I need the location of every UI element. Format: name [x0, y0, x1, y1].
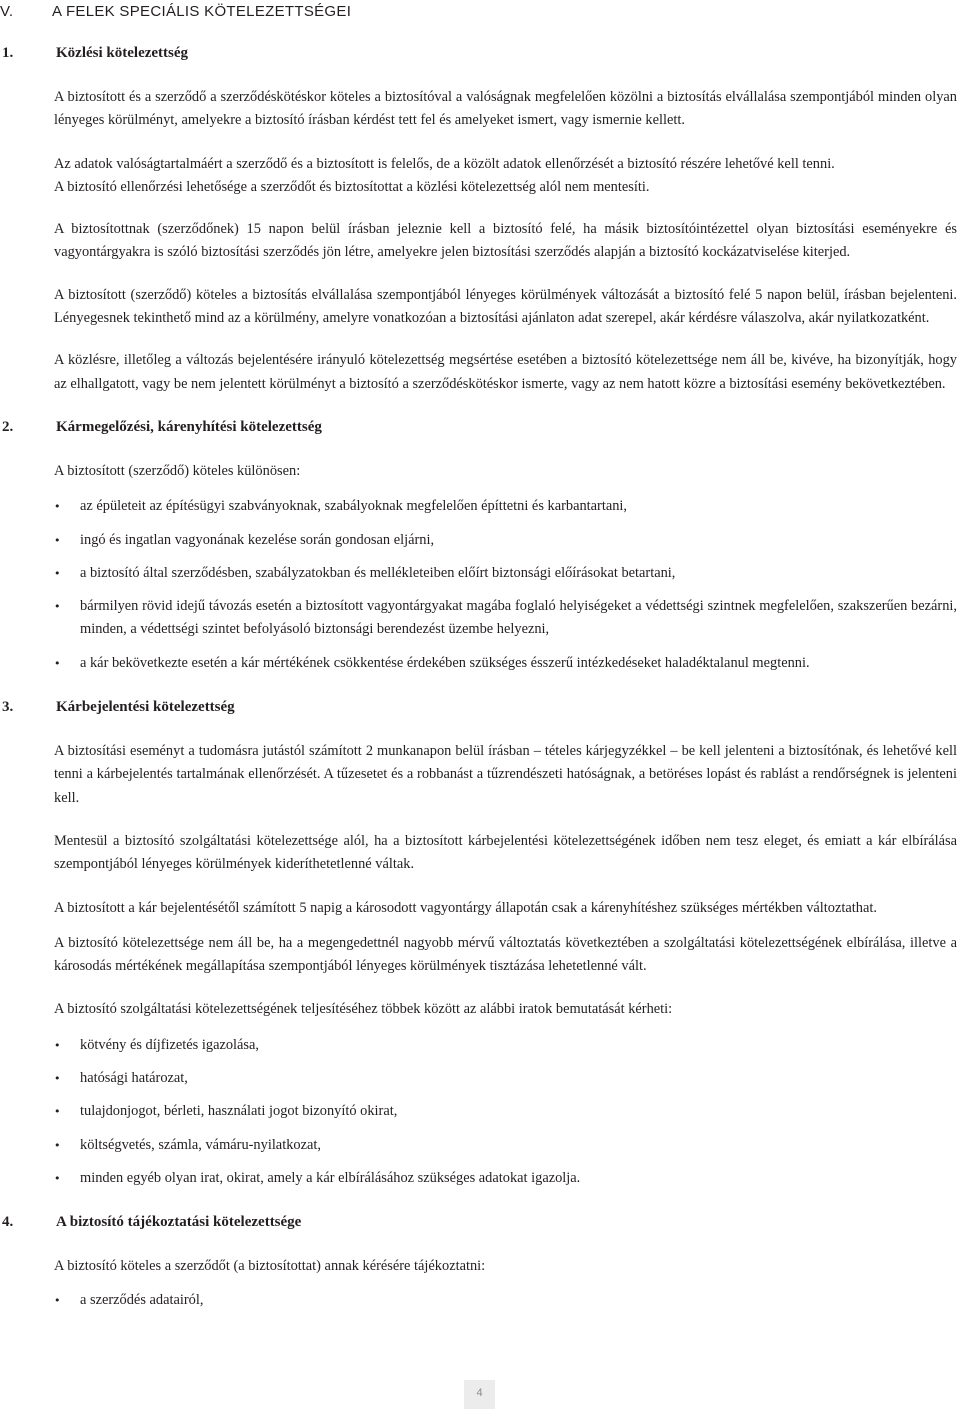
page-number-badge: [464, 1380, 495, 1409]
paragraph: A biztosított (szerződő) köteles különösen:: [54, 462, 301, 479]
section-number: 2.: [2, 418, 14, 435]
list-item: [54, 1034, 957, 1057]
list-item: [54, 562, 957, 585]
list-item-text: költségvetés, számla, vámáru-nyilatkozat,: [80, 1136, 321, 1153]
section-heading: [0, 42, 960, 65]
section-heading: [0, 1211, 960, 1234]
list-item: [54, 495, 957, 518]
bullet-icon: •: [54, 600, 61, 614]
bullet-list: [54, 1289, 957, 1312]
bullet-list: [54, 1034, 957, 1190]
list-item-text: hatósági határozat,: [80, 1070, 188, 1087]
list-item: [54, 1167, 957, 1190]
list-item-text: kötvény és díjfizetés igazolása,: [80, 1036, 260, 1053]
list-item: [54, 529, 957, 552]
paragraph: A biztosított (szerződő) köteles a biztosítás elvállalása szempontjából lényeges körülmények változását a biztosító felé 5 napon belül, írásban bejelenteni. Lényegesnek tekinthető mind az a körülmény, amelyre vonatkozóan a biztosítási ajánlaton adat szerepel, akár kérdésre válaszolva, akár nyilatkozatként.: [54, 286, 957, 327]
bullet-icon: •: [54, 566, 61, 580]
list-item: [54, 595, 957, 642]
chapter-number: V.: [0, 3, 14, 20]
paragraph: A biztosított a kár bejelentésétől számított 5 napig a károsodott vagyontárgy állapotán csak a kárenyhítéshez szükséges mértékben változtathat.: [54, 899, 877, 916]
section-title: A biztosító tájékoztatási kötelezettsége: [56, 1214, 302, 1231]
list-item: [54, 1067, 957, 1090]
list-item: [54, 1289, 957, 1312]
paragraph: A közlésre, illetőleg a változás bejelentésére irányuló kötelezettség megsértése esetében a biztosító kötelezettsége nem áll be, kivéve, ha bizonyítják, hogy az elhallgatott, vagy be nem jelentett körülményt a biztosító a szerződéskötéskor ismerte, vagy az nem hatott közre a biztosítási esemény bekövetkeztében.: [54, 352, 957, 392]
bullet-icon: •: [54, 1138, 61, 1152]
bullet-icon: •: [54, 500, 61, 514]
document-body: [0, 40, 960, 1312]
bullet-icon: •: [54, 1293, 61, 1307]
list-item-text: tulajdonjogot, bérleti, használati jogot bizonyító okirat,: [80, 1103, 398, 1120]
chapter-title-text: A FELEK SPECIÁLIS KÖTELEZETTSÉGEI: [52, 3, 352, 20]
section-number: 3.: [2, 699, 14, 716]
section-heading: [0, 696, 960, 719]
chapter-title: [0, 3, 351, 20]
paragraph: Mentesül a biztosító szolgáltatási kötelezettsége alól, ha a biztosított kárbejelentési kötelezettségének időben nem tesz eleget, és emiatt a kár elbírálása szempontjából lényeges körülmények kideríthetetlenné váltak.: [54, 832, 957, 873]
paragraph: A biztosítottnak (szerződőnek) 15 napon belül írásban jeleznie kell a biztosító felé, ha másik biztosítóintézettel olyan biztosítási eseményekre és vagyontárgyakra is szóló biztosítási szerződés jön létre, amelyekre jelen biztosítási szerződés alapján a biztosító kockázatviselése kiterjed.: [54, 221, 957, 261]
paragraph: Az adatok valóságtartalmáért a szerződő és a biztosított is felelős, de a közölt adatok ellenőrzését a biztosító részére lehetővé kell tenni.: [54, 155, 835, 172]
bullet-list: [54, 495, 957, 675]
paragraph: A biztosító szolgáltatási kötelezettségének teljesítéséhez többek között az alábbi iratok bemutatását kérheti:: [54, 1001, 673, 1018]
paragraph: A biztosító ellenőrzési lehetősége a szerződőt és biztosítottat a közlési kötelezettség alól nem mentesíti.: [54, 178, 650, 195]
bullet-icon: •: [54, 656, 61, 670]
list-item-text: a kár bekövetkezte esetén a kár mértékének csökkentése érdekében szükséges ésszerű intézkedéseket haladéktalanul megtenni.: [80, 654, 810, 671]
list-item-text: a szerződés adatairól,: [80, 1291, 204, 1308]
paragraph: A biztosító köteles a szerződőt (a biztosítottat) annak kérésére tájékoztatni:: [54, 1258, 486, 1275]
list-item: [54, 652, 957, 675]
list-item-text: az épületeit az építésügyi szabványoknak, szabályoknak megfelelően építtetni és karbantartani,: [80, 498, 628, 515]
bullet-icon: •: [54, 1105, 61, 1119]
section-title: Kárbejelentési kötelezettség: [56, 699, 235, 716]
list-item-text: minden egyéb olyan irat, okirat, amely a kár elbírálásához szükséges adatokat igazolja.: [80, 1169, 581, 1186]
bullet-icon: •: [54, 533, 61, 547]
bullet-icon: •: [54, 1038, 61, 1052]
section-number: 4.: [2, 1214, 14, 1231]
list-item-text: ingó és ingatlan vagyonának kezelése során gondosan eljárni,: [80, 531, 435, 548]
section-title: Közlési kötelezettség: [56, 45, 189, 61]
paragraph: A biztosítási eseményt a tudomásra jutástól számított 2 munkanapon belül írásban – tételes kárjegyzékkel – be kell jelenteni a biztosítónak, és lehetővé kell tenni a kárbejelentés tartalmának ellenőrzését. A tűzesetet és a robbanást a tűzrendészeti hatóságnak, a betöréses lopást és rablást a rendőrségnek is jelenteni kell.: [54, 743, 957, 806]
section-number: 1.: [2, 45, 14, 61]
list-item-text: a biztosító által szerződésben, szabályzatokban és mellékleteiben előírt biztonsági előírásokat betartani,: [80, 564, 676, 581]
bullet-icon: •: [54, 1171, 61, 1185]
bullet-icon: •: [54, 1072, 61, 1086]
paragraph: A biztosító kötelezettsége nem áll be, ha a megengedettnél nagyobb mérvű változtatás következtében a szolgáltatási kötelezettségének elbírálása, illetve a károsodás mértékének megállapítása szempontjából lényeges körülmények tisztázása lehetetlenné vált.: [54, 934, 957, 975]
section-heading: [0, 416, 960, 439]
page-number: 4: [476, 1387, 483, 1399]
list-item: [54, 1134, 957, 1157]
paragraph: A biztosított és a szerződő a szerződéskötéskor köteles a biztosítóval a valóságnak megfelelően közölni a biztosítás elvállalása szempontjából minden olyan lényeges körülményt, amelyekre a biztosító írásban kérdést tett fel és amelyeket ismert, vagy ismernie kellett.: [54, 89, 957, 129]
section-title: Kármegelőzési, kárenyhítési kötelezettség: [56, 418, 322, 435]
list-item-text: bármilyen rövid idejű távozás esetén a biztosított vagyontárgyakat magába foglaló helyiségeket a védettségi szintnek megfelelően, szakszerűen bezárni, minden, a védettségi szintet befolyásoló biztonsági berendezést üzembe helyezni,: [80, 598, 957, 638]
list-item: [54, 1100, 957, 1123]
